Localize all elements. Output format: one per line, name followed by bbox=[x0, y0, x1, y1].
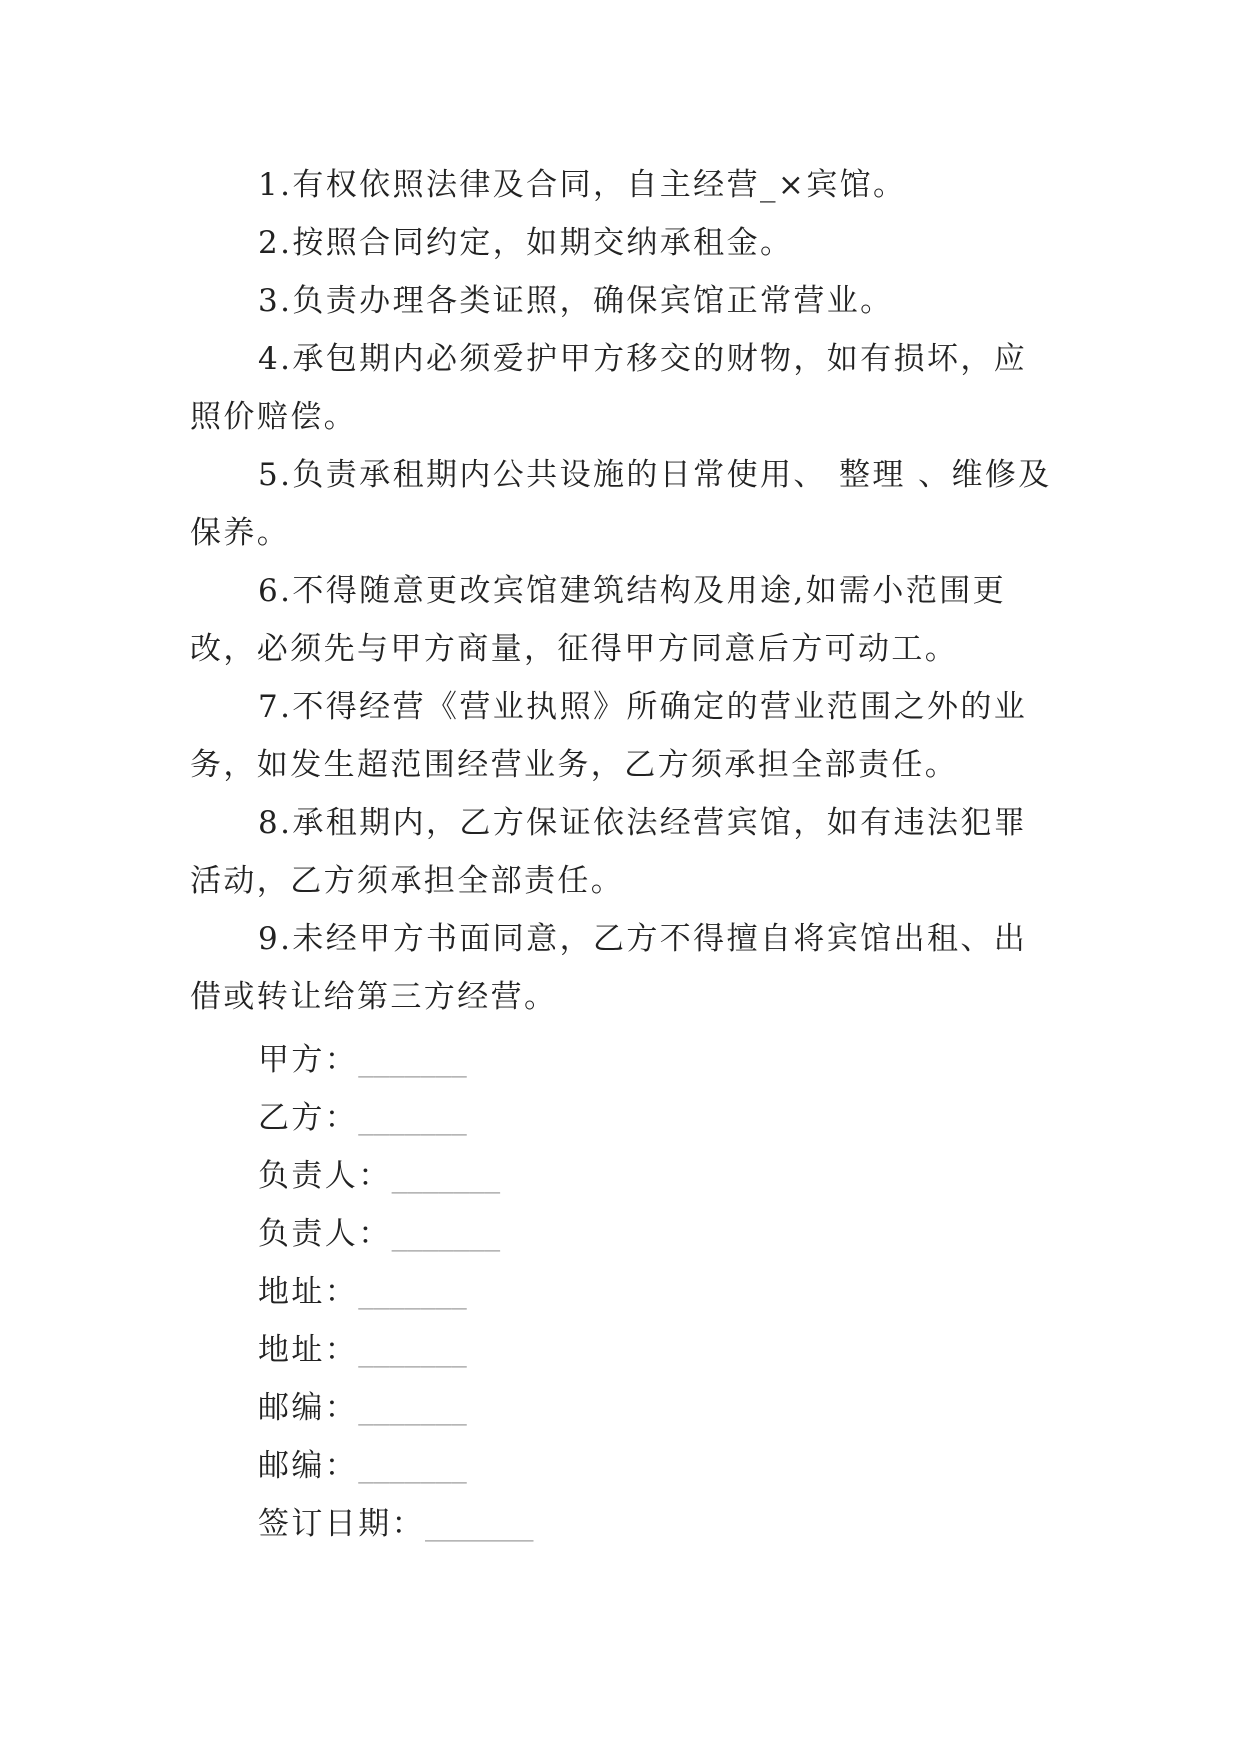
party-b-postcode-blank: _______ bbox=[358, 1448, 467, 1484]
clause-2: 2.按照合同约定，如期交纳承租金。 bbox=[258, 225, 794, 261]
clause-4: 4.承包期内必须爱护甲方移交的财物，如有损坏，应照价赔偿。 bbox=[190, 341, 1028, 435]
party-a-label: 甲方： bbox=[258, 1042, 359, 1078]
party-a-address-blank: _______ bbox=[358, 1274, 467, 1310]
party-a-representative-blank: _______ bbox=[391, 1158, 501, 1194]
party-b-representative-line bbox=[258, 1205, 534, 1263]
clause-6: 6.不得随意更改宾馆建筑结构及用途,如需小范围更改，必须先与甲方商量，征得甲方同意后方可动工。 bbox=[190, 573, 1007, 667]
party-b-blank: _______ bbox=[358, 1100, 467, 1136]
signing-date-label: 签订日期： bbox=[258, 1506, 425, 1542]
party-b-postcode-label: 邮编： bbox=[258, 1448, 359, 1484]
clause-5: 5.负责承租期内公共设施的日常使用、 整理 、维修及保养。 bbox=[190, 457, 1052, 551]
clause-list bbox=[190, 156, 1052, 1026]
party-a-address-label: 地址： bbox=[258, 1274, 359, 1310]
signing-date-line bbox=[258, 1495, 534, 1553]
party-b-representative-blank: _______ bbox=[391, 1216, 501, 1252]
clause-3: 3.负责办理各类证照，确保宾馆正常营业。 bbox=[258, 283, 894, 319]
party-b-representative-label: 负责人： bbox=[258, 1216, 392, 1252]
clause-1: 1.有权依照法律及合同，自主经营_×宾馆。 bbox=[258, 167, 907, 203]
party-b-address-blank: _______ bbox=[358, 1332, 467, 1368]
clause-7: 7.不得经营《营业执照》所确定的营业范围之外的业务，如发生超范围经营业务，乙方须承担全部责任。 bbox=[190, 689, 1028, 783]
party-a-address-line bbox=[258, 1263, 534, 1321]
party-b-label: 乙方： bbox=[258, 1100, 359, 1136]
party-a-blank: _______ bbox=[358, 1042, 467, 1078]
party-b-address-line bbox=[258, 1321, 534, 1379]
party-a-postcode-blank: _______ bbox=[358, 1390, 467, 1426]
signature-block bbox=[258, 1031, 534, 1553]
clause-9: 9.未经甲方书面同意，乙方不得擅自将宾馆出租、出借或转让给第三方经营。 bbox=[190, 921, 1028, 1015]
party-a-postcode-label: 邮编： bbox=[258, 1390, 359, 1426]
party-a-line bbox=[258, 1031, 534, 1089]
party-a-postcode-line bbox=[258, 1379, 534, 1437]
party-b-line bbox=[258, 1089, 534, 1147]
party-b-address-label: 地址： bbox=[258, 1332, 359, 1368]
clause-8: 8.承租期内，乙方保证依法经营宾馆，如有违法犯罪活动，乙方须承担全部责任。 bbox=[190, 805, 1028, 899]
party-a-representative-line bbox=[258, 1147, 534, 1205]
signing-date-blank: _______ bbox=[425, 1506, 534, 1542]
party-a-representative-label: 负责人： bbox=[258, 1158, 392, 1194]
party-b-postcode-line bbox=[258, 1437, 534, 1495]
